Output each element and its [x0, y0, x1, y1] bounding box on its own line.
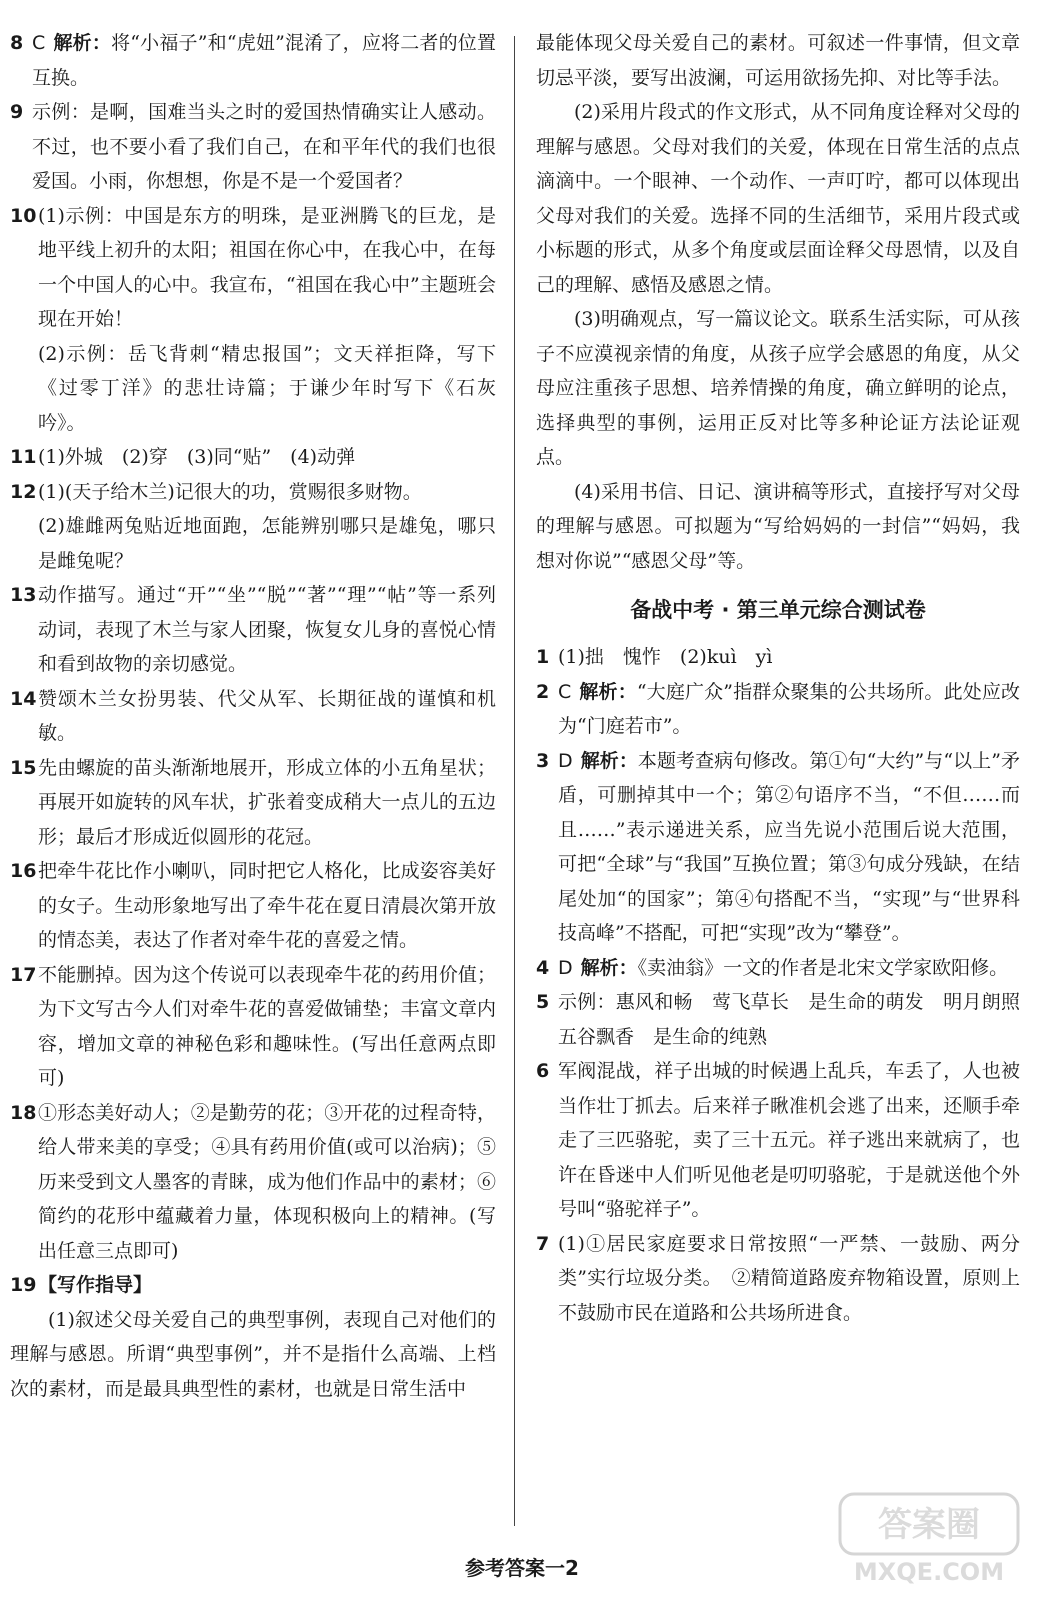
item-number: 19: [10, 1274, 37, 1296]
answer-text: “大庭广众”指群众聚集的公共场所。此处应改为“门庭若市”。: [558, 680, 1020, 737]
item-number: 14: [10, 687, 37, 710]
writing-guide-part-2: (2)采用片段式的作文形式，从不同角度诠释对父母的理解与感恩。父母对我们的关爱，体现在日常生活的点点滴滴中。一个眼神、一个动作、一声叮咛，都可以体现出父母对我们的关爱。选择不同的生活细节，采用片段式或小标题的形式，从多个角度或层面诠释父母恩情，以及自己的理解、感悟及感恩之情。: [536, 101, 1020, 296]
item-number: 11: [10, 446, 37, 468]
answer-text: 《卖油翁》一文的作者是北宋文学家欧阳修。: [637, 956, 1009, 979]
section-title: 备战中考 · 第三单元综合测试卷: [630, 598, 926, 622]
answer-text: 先由螺旋的苗头渐渐地展开，形成立体的小五角星状；再展开如旋转的风车状，扩张着变成稍大一点儿的五边形；最后才形成近似圆形的花冠。: [38, 756, 496, 848]
answer-text: 动作描写。通过“开”“坐”“脱”“著”“理”“帖”等一系列动词，表现了木兰与家人团聚，恢复女儿身的喜悦心情和看到故物的亲切感觉。: [38, 584, 496, 675]
writing-guide-part-3: (3)明确观点，写一篇议论文。联系生活实际，可从孩子不应漠视亲情的角度，从孩子应学会感恩的角度，从父母应注重孩子思想、培养情操的角度，确立鲜明的论点，选择典型的事例，运用正反对比等多种论证方法论证观点。: [536, 308, 1020, 468]
page-footer: 参考答案一2: [465, 1556, 579, 1580]
analysis-label: 解析：: [53, 32, 112, 54]
answer-text: 示例：惠风和畅 莺飞草长 是生命的萌发 明月朗照 五谷飘香 是生命的纯熟: [558, 991, 1040, 1048]
item-number: 15: [10, 756, 37, 779]
answer-part-1: (1)示例：中国是东方的明珠，是亚洲腾飞的巨龙，是地平线上初升的太阳；祖国在你心中，在我心中，在每一个中国人的心中。我宣布，“祖国在我心中”主题班会现在开始！: [38, 204, 496, 330]
answer-3: [536, 744, 1020, 951]
writing-guide-label: 【写作指导】: [38, 1274, 153, 1296]
answer-text: 不能删掉。因为这个传说可以表现牵牛花的药用价值；为下文写古今人们对牵牛花的喜爱做铺垫；丰富文章内容，增加文章的神秘色彩和趣味性。(写出任意两点即可): [38, 963, 496, 1089]
answer-text: (1)外城 (2)穿 (3)同“贴” (4)动弹: [38, 446, 356, 468]
item-number: 16: [10, 860, 37, 882]
svg-text:MXQE.COM: MXQE.COM: [853, 1558, 1005, 1586]
answer-text: ①形态美好动人；②是勤劳的花；③开花的过程奇特，给人带来美的享受；④具有药用价值(或可以治病)；⑤历来受到文人墨客的青睐，成为他们作品中的素材；⑥简约的花形中蕴藏着力量，体现积极向上的精神。(写出任意三点即可): [38, 1101, 496, 1262]
answer-4: [536, 951, 1020, 986]
left-column: [10, 26, 496, 1406]
answer-8: [10, 26, 496, 95]
column-divider: [514, 36, 515, 1526]
answer-text: 示例：是啊，国难当头之时的爱国热情确实让人感动。不过，也不要小看了我们自己，在和平年代的我们也很爱国。小雨，你想想，你是不是一个爱国者？: [32, 101, 496, 192]
answer-part-2: (2)雄雌两兔贴近地面跑，怎能辨别哪只是雄兔，哪只是雌兔呢？: [38, 515, 496, 572]
answer-13: [10, 578, 496, 682]
answer-7: [536, 1227, 1020, 1331]
item-number: 8: [10, 32, 24, 54]
analysis-label: 解析：: [580, 749, 638, 772]
answer-9: [10, 95, 496, 199]
item-number: 7: [536, 1232, 550, 1255]
answer-17: [10, 958, 496, 1096]
writing-guide-part-4: (4)采用书信、日记、演讲稿等形式，直接抒写对父母的理解与感恩。可拟题为“写给妈妈的一封信”“妈妈，我想对你说”“感恩父母”等。: [536, 480, 1020, 572]
watermark-logo: [834, 1488, 1024, 1588]
item-number: 3: [536, 749, 550, 772]
analysis-label: 解析：: [580, 956, 638, 979]
writing-guide-part-1: (1)叙述父母关爱自己的典型事例，表现自己对他们的理解与感恩。所谓“典型事例”，并不是指什么高端、上档次的素材，而是最具典型性的素材，也就是日常生活中: [10, 1308, 496, 1400]
writing-guide-continued: 最能体现父母关爱自己的素材。可叙述一件事情，但文章切忌平淡，要写出波澜，可运用欲扬先抑、对比等手法。: [536, 32, 1020, 89]
answer-19: [10, 1268, 496, 1303]
answer-text: (1)①居民家庭要求日常按照“一严禁、一鼓励、两分类”实行垃圾分类。 ②精简道路废弃物箱设置，原则上不鼓励市民在道路和公共场所进食。: [558, 1232, 1020, 1324]
item-number: 6: [536, 1060, 550, 1082]
answer-part-1: (1)(天子给木兰)记很大的功，赏赐很多财物。: [38, 480, 422, 503]
choice-answer: D: [558, 956, 573, 979]
choice-answer: C: [32, 32, 46, 54]
item-number: 18: [10, 1101, 37, 1124]
right-column: [536, 26, 1040, 1330]
item-number: 9: [10, 101, 24, 123]
answer-12: [10, 475, 496, 579]
answer-14: [10, 682, 496, 751]
item-number: 12: [10, 480, 37, 503]
item-number: 1: [536, 646, 550, 668]
choice-answer: C: [558, 680, 572, 703]
answer-10: [10, 199, 496, 441]
answer-16: [10, 854, 496, 958]
answer-2: [536, 675, 1020, 744]
answer-text: (1)拙 愧怍 (2)kuì yì: [558, 646, 773, 668]
answer-1: [536, 640, 1020, 675]
item-number: 5: [536, 991, 550, 1013]
answer-text: 本题考查病句修改。第①句“大约”与“以上”矛盾，可删掉其中一个；第②句语序不当，“不但……而且……”表示递进关系，应当先说小范围后说大范围，可把“全球”与“我国”互换位置；第③句成分残缺，在结尾处加“的国家”；第④句搭配不当，“实现”与“世界科技高峰”不搭配，可把“实现”改为“攀登”。: [558, 749, 1020, 944]
item-number: 13: [10, 584, 37, 606]
answer-text: 将“小福子”和“虎妞”混淆了，应将二者的位置互换。: [32, 32, 496, 89]
item-number: 4: [536, 956, 550, 979]
item-number: 2: [536, 680, 550, 703]
item-number: 17: [10, 963, 37, 986]
choice-answer: D: [558, 749, 573, 772]
analysis-label: 解析：: [579, 680, 637, 703]
answer-text: 赞颂木兰女扮男装、代父从军、长期征战的谨慎和机敏。: [38, 687, 496, 744]
answer-15: [10, 751, 496, 855]
answer-6: [536, 1054, 1020, 1227]
svg-text:答案圈: 答案圈: [878, 1505, 980, 1545]
answer-text: 把牵牛花比作小喇叭，同时把它人格化，比成姿容美好的女子。生动形象地写出了牵牛花在夏日清晨次第开放的情态美，表达了作者对牵牛花的喜爱之情。: [38, 860, 496, 951]
answer-part-2: (2)示例：岳飞背刺“精忠报国”；文天祥拒降，写下《过零丁洋》的悲壮诗篇；于谦少年时写下《石灰吟》。: [38, 342, 496, 434]
answer-11: [10, 440, 496, 475]
answer-5: [536, 985, 1040, 1054]
answer-18: [10, 1096, 496, 1269]
item-number: 10: [10, 204, 37, 227]
answer-text: 军阀混战，祥子出城的时候遇上乱兵，车丢了，人也被当作壮丁抓去。后来祥子瞅准机会逃了出来，还顺手牵走了三匹骆驼，卖了三十五元。祥子逃出来就病了，也许在昏迷中人们听见他老是叨叨骆驼，于是就送他个外号叫“骆驼祥子”。: [558, 1060, 1020, 1220]
